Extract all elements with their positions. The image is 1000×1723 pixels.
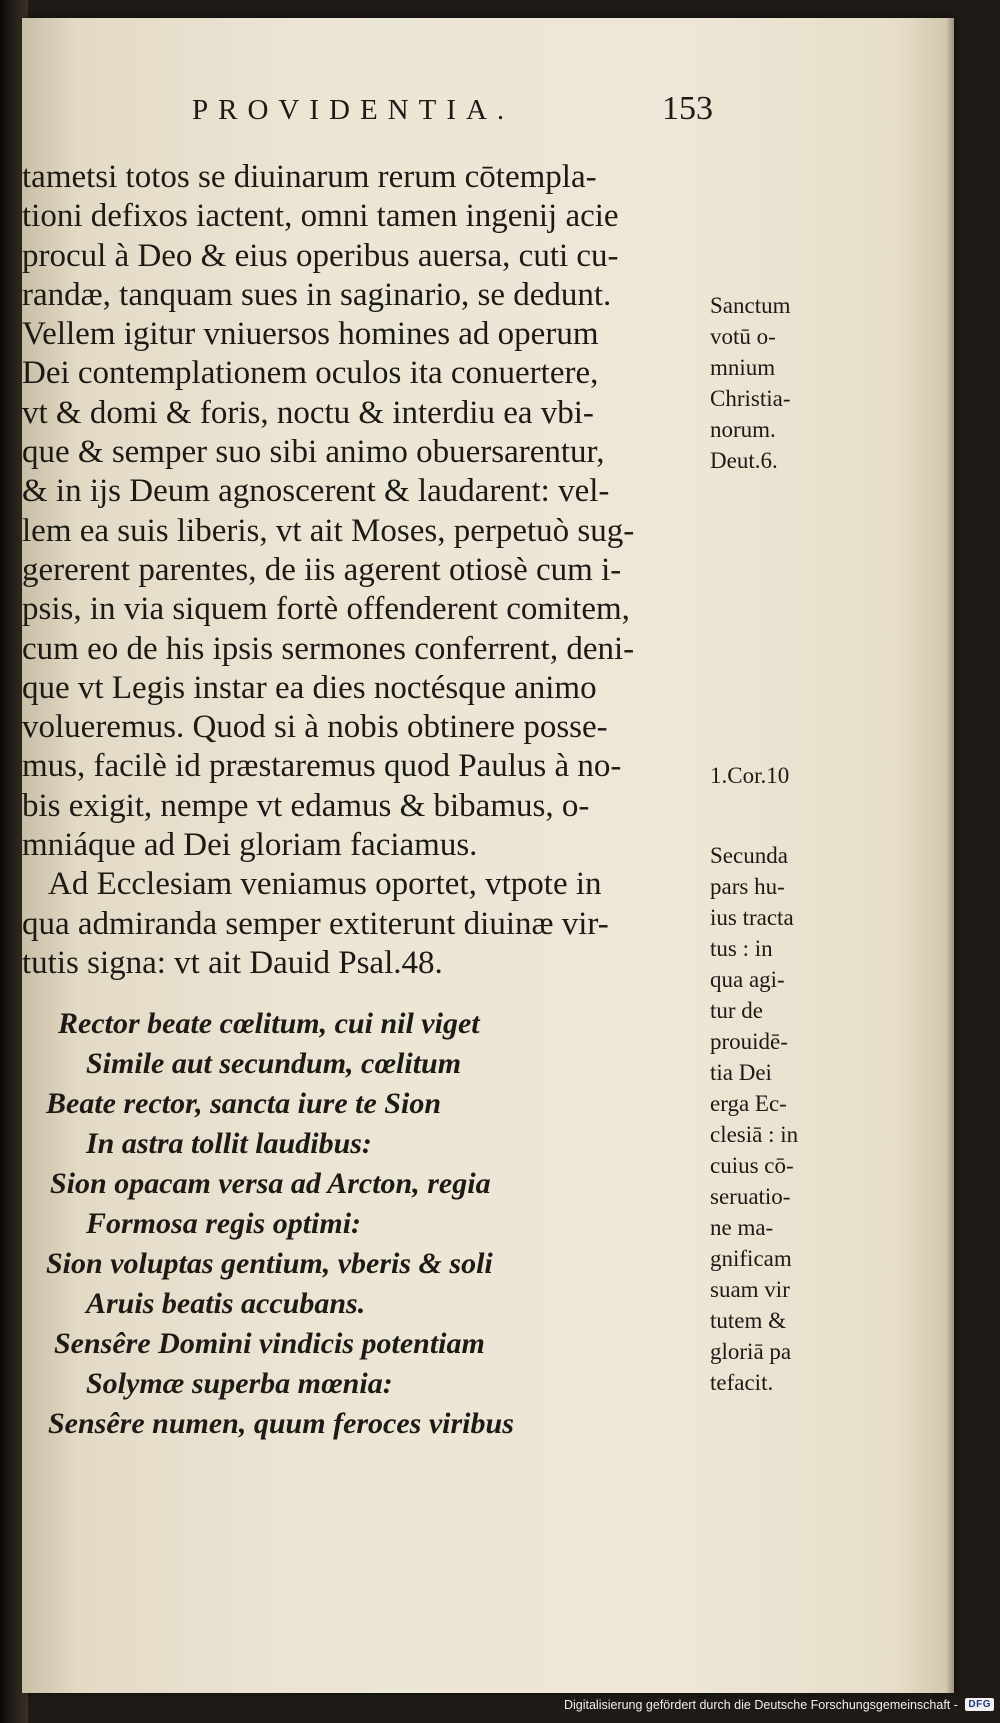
text-line: volueremus. Quod si à nobis obtinere posse- [22, 709, 608, 746]
marginal-note [710, 760, 930, 791]
marginal-line: gnificam [710, 1246, 792, 1271]
text-line: randæ, tanquam sues in saginario, se dedunt. [22, 276, 612, 313]
main-text-block [22, 158, 722, 983]
text-line: tioni defixos iactent, omni tamen ingenij acie [22, 198, 619, 235]
verse-line: Simile aut secundum, cœlitum [86, 1047, 462, 1080]
marginal-line: ius tracta [710, 905, 794, 930]
page-number: 153 [662, 90, 713, 127]
credit-text: Digitalisierung gefördert durch die Deutsche Forschungsgemeinschaft - [563, 1697, 958, 1712]
text-line: tutis signa: vt ait Dauid Psal.48. [22, 944, 443, 981]
text-line: bis exigit, nempe vt edamus & bibamus, o- [22, 787, 590, 824]
text-line: que & semper suo sibi animo obuersarentur, [22, 434, 605, 471]
text-line: mniáque ad Dei gloriam faciamus. [22, 827, 478, 864]
text-line: procul à Deo & eius operibus auersa, cuti cu- [22, 237, 619, 274]
marginal-note [710, 290, 930, 476]
verse-line: Beate rector, sancta iure te Sion [46, 1087, 442, 1120]
marginal-line: cuius cō- [710, 1153, 794, 1178]
marginal-line: erga Ec- [710, 1091, 787, 1116]
marginal-line: votū o- [710, 324, 776, 349]
marginal-line: 1.Cor.10 [710, 763, 790, 788]
verse-line: Sensêre numen, quum feroces viribus [48, 1407, 514, 1440]
verse-line: Sion voluptas gentium, vberis & soli [46, 1247, 493, 1280]
marginal-line: seruatio- [710, 1184, 791, 1209]
text-line: qua admiranda semper extiterunt diuinæ vir- [22, 905, 609, 942]
page-edge-shading [946, 18, 954, 1693]
marginal-line: norum. [710, 417, 776, 442]
running-head: PROVIDENTIA. [192, 94, 515, 126]
marginal-line: Christia- [710, 386, 791, 411]
marginal-line: gloriā pa [710, 1339, 792, 1364]
verse-line: Rector beate cœlitum, cui nil viget [58, 1007, 480, 1040]
text-line: lem ea suis liberis, vt ait Moses, perpetuò sug- [22, 512, 635, 549]
marginal-line: Secunda [710, 843, 788, 868]
text-line: & in ijs Deum agnoscerent & laudarent: vel- [22, 473, 610, 510]
marginal-line: mnium [710, 355, 776, 380]
marginal-line: tefacit. [710, 1370, 774, 1395]
verse-block [22, 1004, 722, 1444]
text-line: Vellem igitur vniuersos homines ad operum [22, 316, 599, 353]
verse-line: Solymæ superba mœnia: [86, 1367, 393, 1400]
text-line: tametsi totos se diuinarum rerum cōtempla- [22, 159, 597, 195]
marginal-line: tutem & [710, 1308, 787, 1333]
verse-line: Sion opacam versa ad Arcton, regia [50, 1167, 491, 1200]
marginal-line: tus : in [710, 936, 773, 961]
marginal-line: tia Dei [710, 1060, 772, 1085]
marginal-line: Sanctum [710, 293, 791, 318]
marginal-line: ne ma- [710, 1215, 774, 1240]
text-line: cum eo de his ipsis sermones conferrent, deni- [22, 630, 635, 667]
marginal-line: pars hu- [710, 874, 785, 899]
verse-line: Sensêre Domini vindicis potentiam [54, 1327, 485, 1360]
marginal-note [710, 840, 930, 1398]
marginal-line: Deut.6. [710, 448, 778, 473]
marginal-line: clesiā : in [710, 1122, 799, 1147]
marginal-line: suam vir [710, 1277, 790, 1302]
verse-line: Aruis beatis accubans. [86, 1287, 366, 1320]
marginal-line: prouidē- [710, 1029, 788, 1054]
text-line: Dei contemplationem oculos ita conuertere, [22, 355, 599, 392]
text-line: vt & domi & foris, noctu & interdiu ea vbi- [22, 394, 594, 431]
digitization-credit [0, 1697, 1000, 1719]
marginal-line: tur de [710, 998, 764, 1023]
text-line: Ad Ecclesiam veniamus oportet, vtpote in [48, 866, 602, 903]
text-line: gererent parentes, de iis agerent otiosè cum i- [22, 551, 622, 588]
text-line: mus, facilè id præstaremus quod Paulus à no- [22, 748, 622, 785]
book-page [22, 18, 954, 1693]
text-line: psis, in via siquem fortè offenderent comitem, [22, 591, 630, 628]
text-line: que vt Legis instar ea dies noctésque animo [22, 669, 597, 706]
marginal-line: qua agi- [710, 967, 785, 992]
verse-line: In astra tollit laudibus: [86, 1127, 372, 1160]
dfg-logo-icon: DFG [965, 1698, 994, 1711]
verse-line: Formosa regis optimi: [86, 1207, 362, 1240]
